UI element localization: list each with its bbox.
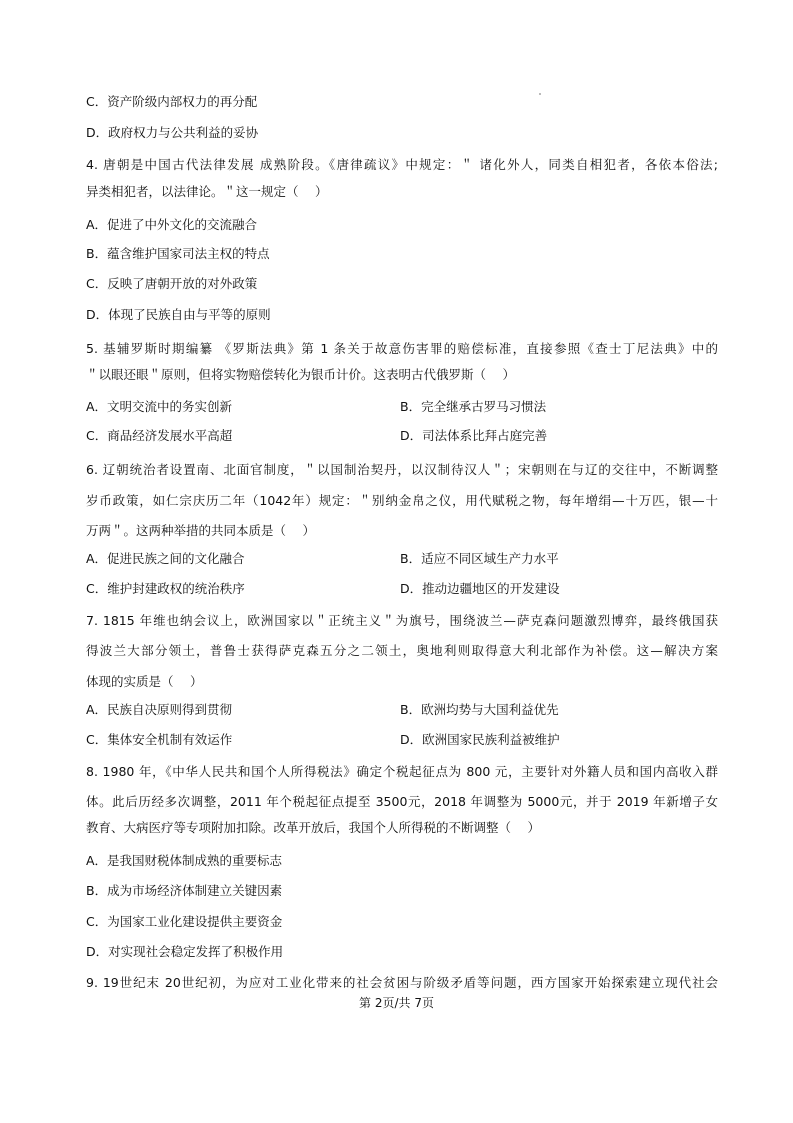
- q9-stem-line-1: 9. 19世纪末 20世纪初，为应对工业化带来的社会贫困与阶级矛盾等问题，西方国家开始探索建立现代社会: [86, 975, 718, 990]
- q5-option-b: B．完全继承古罗马习惯法: [400, 399, 547, 414]
- q8-option-c: C．为国家工业化建设提供主要资金: [86, 914, 283, 929]
- q4-option-d: D．体现了民族自由与平等的原则: [86, 307, 271, 322]
- q8-option-d: D．对实现社会稳定发挥了积极作用: [86, 944, 284, 959]
- q7-stem-line-2: 得波兰大部分领土，普鲁士获得萨克森五分之二领土，奥地利则取得意大利北部作为补偿。这—解决方案: [86, 643, 718, 658]
- q7-option-d: D．欧洲国家民族利益被维护: [400, 732, 560, 747]
- q7-stem-line-1: 7. 1815 年维也纳会议上，欧洲国家以＂正统主义＂为旗号，围绕波兰—萨克森问题激烈博弈，最终俄国获: [86, 613, 718, 628]
- q7-option-a: A．民族自决原则得到贯彻: [86, 702, 233, 717]
- q6-option-a: A．促进民族之间的文化融合: [86, 551, 245, 566]
- prev-option-d: D．政府权力与公共利益的妥协: [86, 125, 259, 140]
- q6-stem-line-1: 6. 辽朝统治者设置南、北面官制度，＂以国制治契丹，以汉制待汉人＂；宋朝则在与辽的交往中，不断调整: [86, 462, 718, 477]
- q5-option-d: D．司法体系比拜占庭完善: [400, 428, 548, 443]
- q7-option-c: C．集体安全机制有效运作: [86, 732, 233, 747]
- q4-option-a: A．促进了中外文化的交流融合: [86, 217, 258, 232]
- q5-option-a: A．文明交流中的务实创新: [86, 399, 233, 414]
- page-footer: 第 2页/共 7页: [359, 996, 434, 1010]
- q6-stem-line-3: 万两＂。这两种举措的共同本质是（ ）: [86, 523, 315, 538]
- q5-option-c: C．商品经济发展水平高超: [86, 428, 233, 443]
- q4-option-c: C．反映了唐朝开放的对外政策: [86, 276, 258, 291]
- q8-option-a: A．是我国财税体制成熟的重要标志: [86, 853, 283, 868]
- prev-option-c: C．资产阶级内部权力的再分配: [86, 94, 258, 109]
- speck-mark: [539, 93, 541, 95]
- q7-option-b: B．欧洲均势与大国利益优先: [400, 702, 559, 717]
- q6-option-b: B．适应不同区域生产力水平: [400, 551, 559, 566]
- q7-stem-line-3: 体现的实质是（ ）: [86, 674, 203, 689]
- q6-option-d: D．推动边疆地区的开发建设: [400, 581, 560, 596]
- q6-option-c: C．维护封建政权的统治秩序: [86, 581, 245, 596]
- q8-stem-line-3: 教育、大病医疗等专项附加扣除。改革开放后，我国个人所得税的不断调整（ ）: [86, 820, 540, 835]
- q4-stem-line-2: 异类相犯者，以法律论。＂这一规定（ ）: [86, 184, 328, 199]
- q4-option-b: B．蕴含维护国家司法主权的特点: [86, 246, 270, 261]
- q8-stem-line-2: 体。此后历经多次调整，2011 年个税起征点提至 3500元，2018 年调整为 5000元，并于 2019 年新增子女: [86, 794, 718, 809]
- q6-stem-line-2: 岁币政策，如仁宗庆历二年（1042年）规定：＂别纳金帛之仪，用代赋税之物，每年增绢—十万匹，银—十: [86, 493, 718, 508]
- q5-stem-line-1: 5. 基辅罗斯时期编纂 《罗斯法典》第 1 条关于故意伤害罪的赔偿标准，直接参照《查士丁尼法典》中的: [86, 341, 718, 356]
- q5-stem-line-2: ＂以眼还眼＂原则，但将实物赔偿转化为银币计价。这表明古代俄罗斯（ ）: [86, 367, 515, 382]
- q8-option-b: B．成为市场经济体制建立关键因素: [86, 883, 283, 898]
- q8-stem-line-1: 8. 1980 年，《中华人民共和国个人所得税法》确定个税起征点为 800 元，主要针对外籍人员和国内高收入群: [86, 764, 718, 779]
- q4-stem-line-1: 4. 唐朝是中国古代法律发展 成熟阶段。《唐律疏议》中规定：＂ 诸化外人，同类自相犯者，各依本俗法;: [86, 157, 718, 172]
